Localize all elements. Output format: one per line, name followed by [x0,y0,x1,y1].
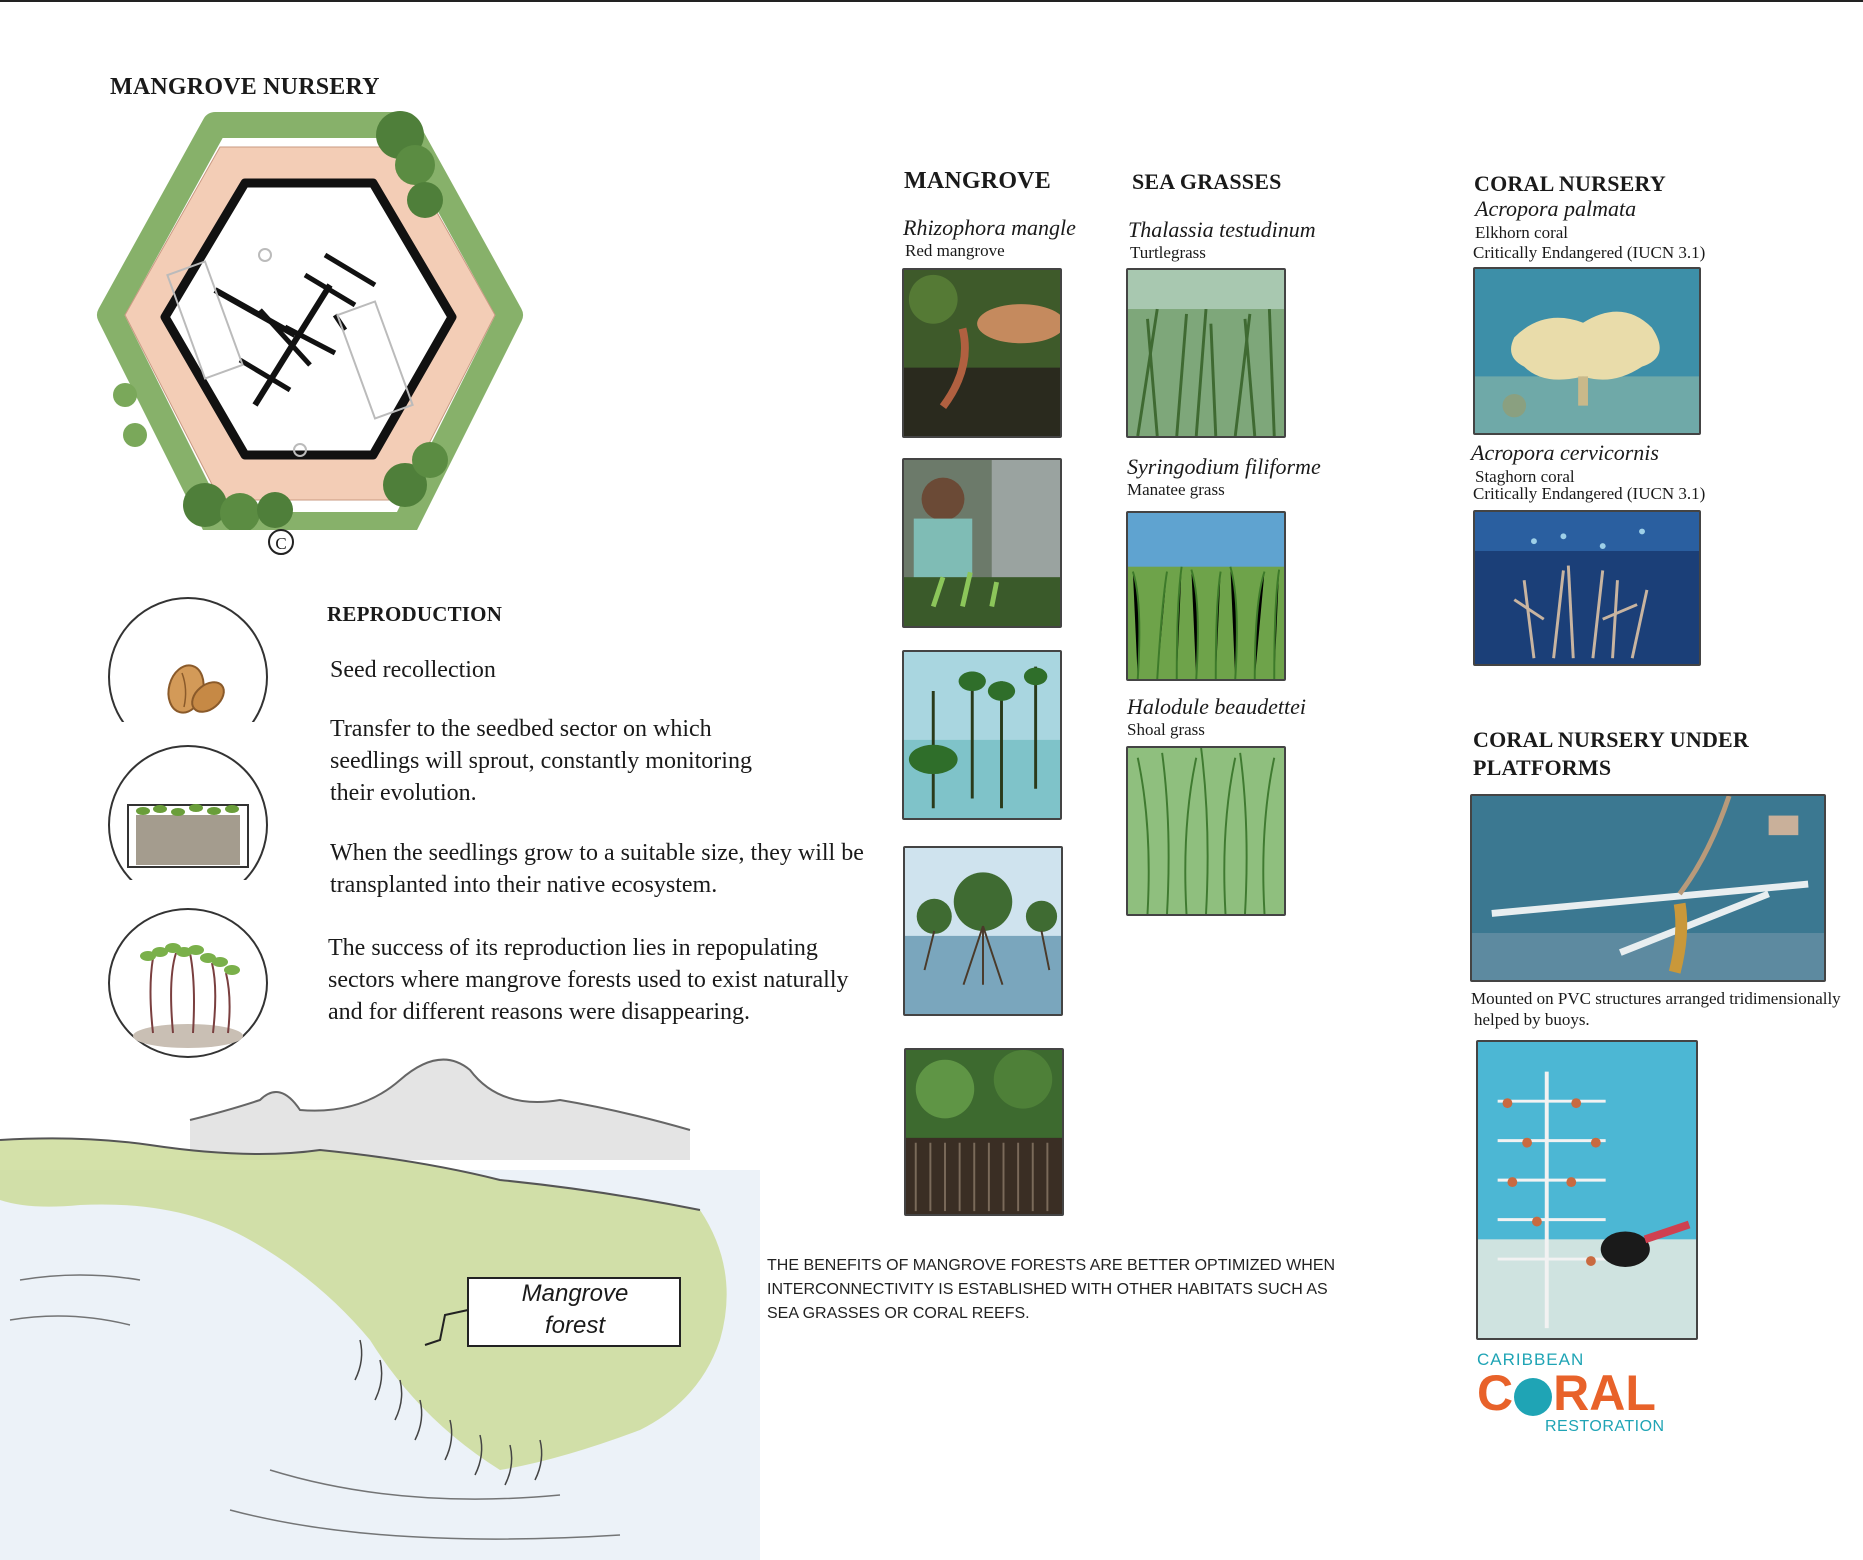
mangrove-forest-label [470,1278,680,1342]
coral-nursery-title: CORAL NURSERY [1474,171,1666,196]
cervicornis-common-name: Staghorn coral [1475,467,1575,486]
logo-ral-letters: RAL [1553,1365,1656,1421]
palmata-status: Critically Endangered (IUCN 3.1) [1473,243,1706,262]
mangrove-photo-1 [902,268,1062,438]
mangrove-title: MANGROVE [904,168,1051,194]
halodule-common-name: Shoal grass [1127,720,1205,739]
nursery-plan-drawing [55,105,525,530]
mangrove-photo-2 [902,458,1062,628]
halodule-scientific-name: Halodule beaudettei [1127,694,1307,719]
syringodium-photo [1126,511,1286,681]
syringodium-scientific-name: Syringodium filiforme [1127,454,1321,479]
reproduction-title: REPRODUCTION [327,602,503,626]
mangrove-scientific-name: Rhizophora mangle [903,215,1076,240]
benefits-line-2: INTERCONNECTIVITY IS ESTABLISHED WITH OTHER HABITATS SUCH AS [767,1281,1328,1298]
mangrove-photo-4 [903,846,1063,1016]
halodule-photo [1126,746,1286,916]
circle-mask [100,880,280,910]
benefits-note [767,1254,1335,1326]
reproduction-paragraph-1: Seed recollection [330,657,496,683]
seedlings-icon [108,908,268,1058]
mangrove-photo-3 [902,650,1062,820]
coral-platforms-title-line1: CORAL NURSERY UNDER [1473,727,1750,752]
benefits-line-3: SEA GRASSES OR CORAL REEFS. [767,1305,1030,1322]
reproduction-paragraph-3: When the seedlings grow to a suitable size, they will be transplanted into their native ecosystem. [330,840,864,898]
platforms-caption-line2: helped by buoys. [1474,1010,1590,1029]
reproduction-paragraph-2: Transfer to the seedbed sector on which seedlings will sprout, constantly monitoring their evolution. [330,716,752,806]
palmata-scientific-name: Acropora palmata [1475,196,1637,221]
cervicornis-status: Critically Endangered (IUCN 3.1) [1473,484,1706,503]
cervicornis-scientific-name: Acropora cervicornis [1471,440,1659,465]
palmata-common-name: Elkhorn coral [1475,223,1568,242]
platforms-caption-line1: Mounted on PVC structures arranged tridimensionally [1471,989,1841,1008]
coral-logo-icon [1514,1378,1552,1416]
thalassia-common-name: Turtlegrass [1130,243,1206,262]
seedlings-icon-circle [108,908,268,1058]
staghorn-coral-photo [1473,510,1701,666]
seagrasses-title: SEA GRASSES [1132,169,1282,194]
logo-c-letter: C [1477,1365,1514,1421]
logo-main-text [1477,1366,1656,1420]
coral-tree-diver-photo [1476,1040,1698,1340]
thalassia-scientific-name: Thalassia testudinum [1128,217,1316,242]
mangrove-forest-label-text: Mangrove forest [521,1280,629,1339]
mangrove-common-name: Red mangrove [905,241,1005,260]
top-border-line [0,0,1863,2]
logo-top-text: CARIBBEAN [1477,1350,1585,1369]
mangrove-photo-5 [904,1048,1064,1216]
section-marker [268,529,294,555]
section-marker-label: C [275,534,287,553]
syringodium-common-name: Manatee grass [1127,480,1225,499]
reproduction-paragraph-4: The success of its reproduction lies in repopulating sectors where mangrove forests used to exist naturally and for different reasons were disappearing. [328,935,849,1025]
coral-platforms-title-line2: PLATFORMS [1473,755,1612,780]
elkhorn-coral-photo [1473,267,1701,435]
caribbean-coral-logo [1477,1350,1677,1440]
logo-bottom-text: RESTORATION [1545,1418,1665,1435]
thalassia-photo [1126,268,1286,438]
pvc-structure-photo [1470,794,1826,982]
benefits-line-1: THE BENEFITS OF MANGROVE FORESTS ARE BETTER OPTIMIZED WHEN [767,1257,1336,1274]
nursery-title: MANGROVE NURSERY [110,74,380,100]
